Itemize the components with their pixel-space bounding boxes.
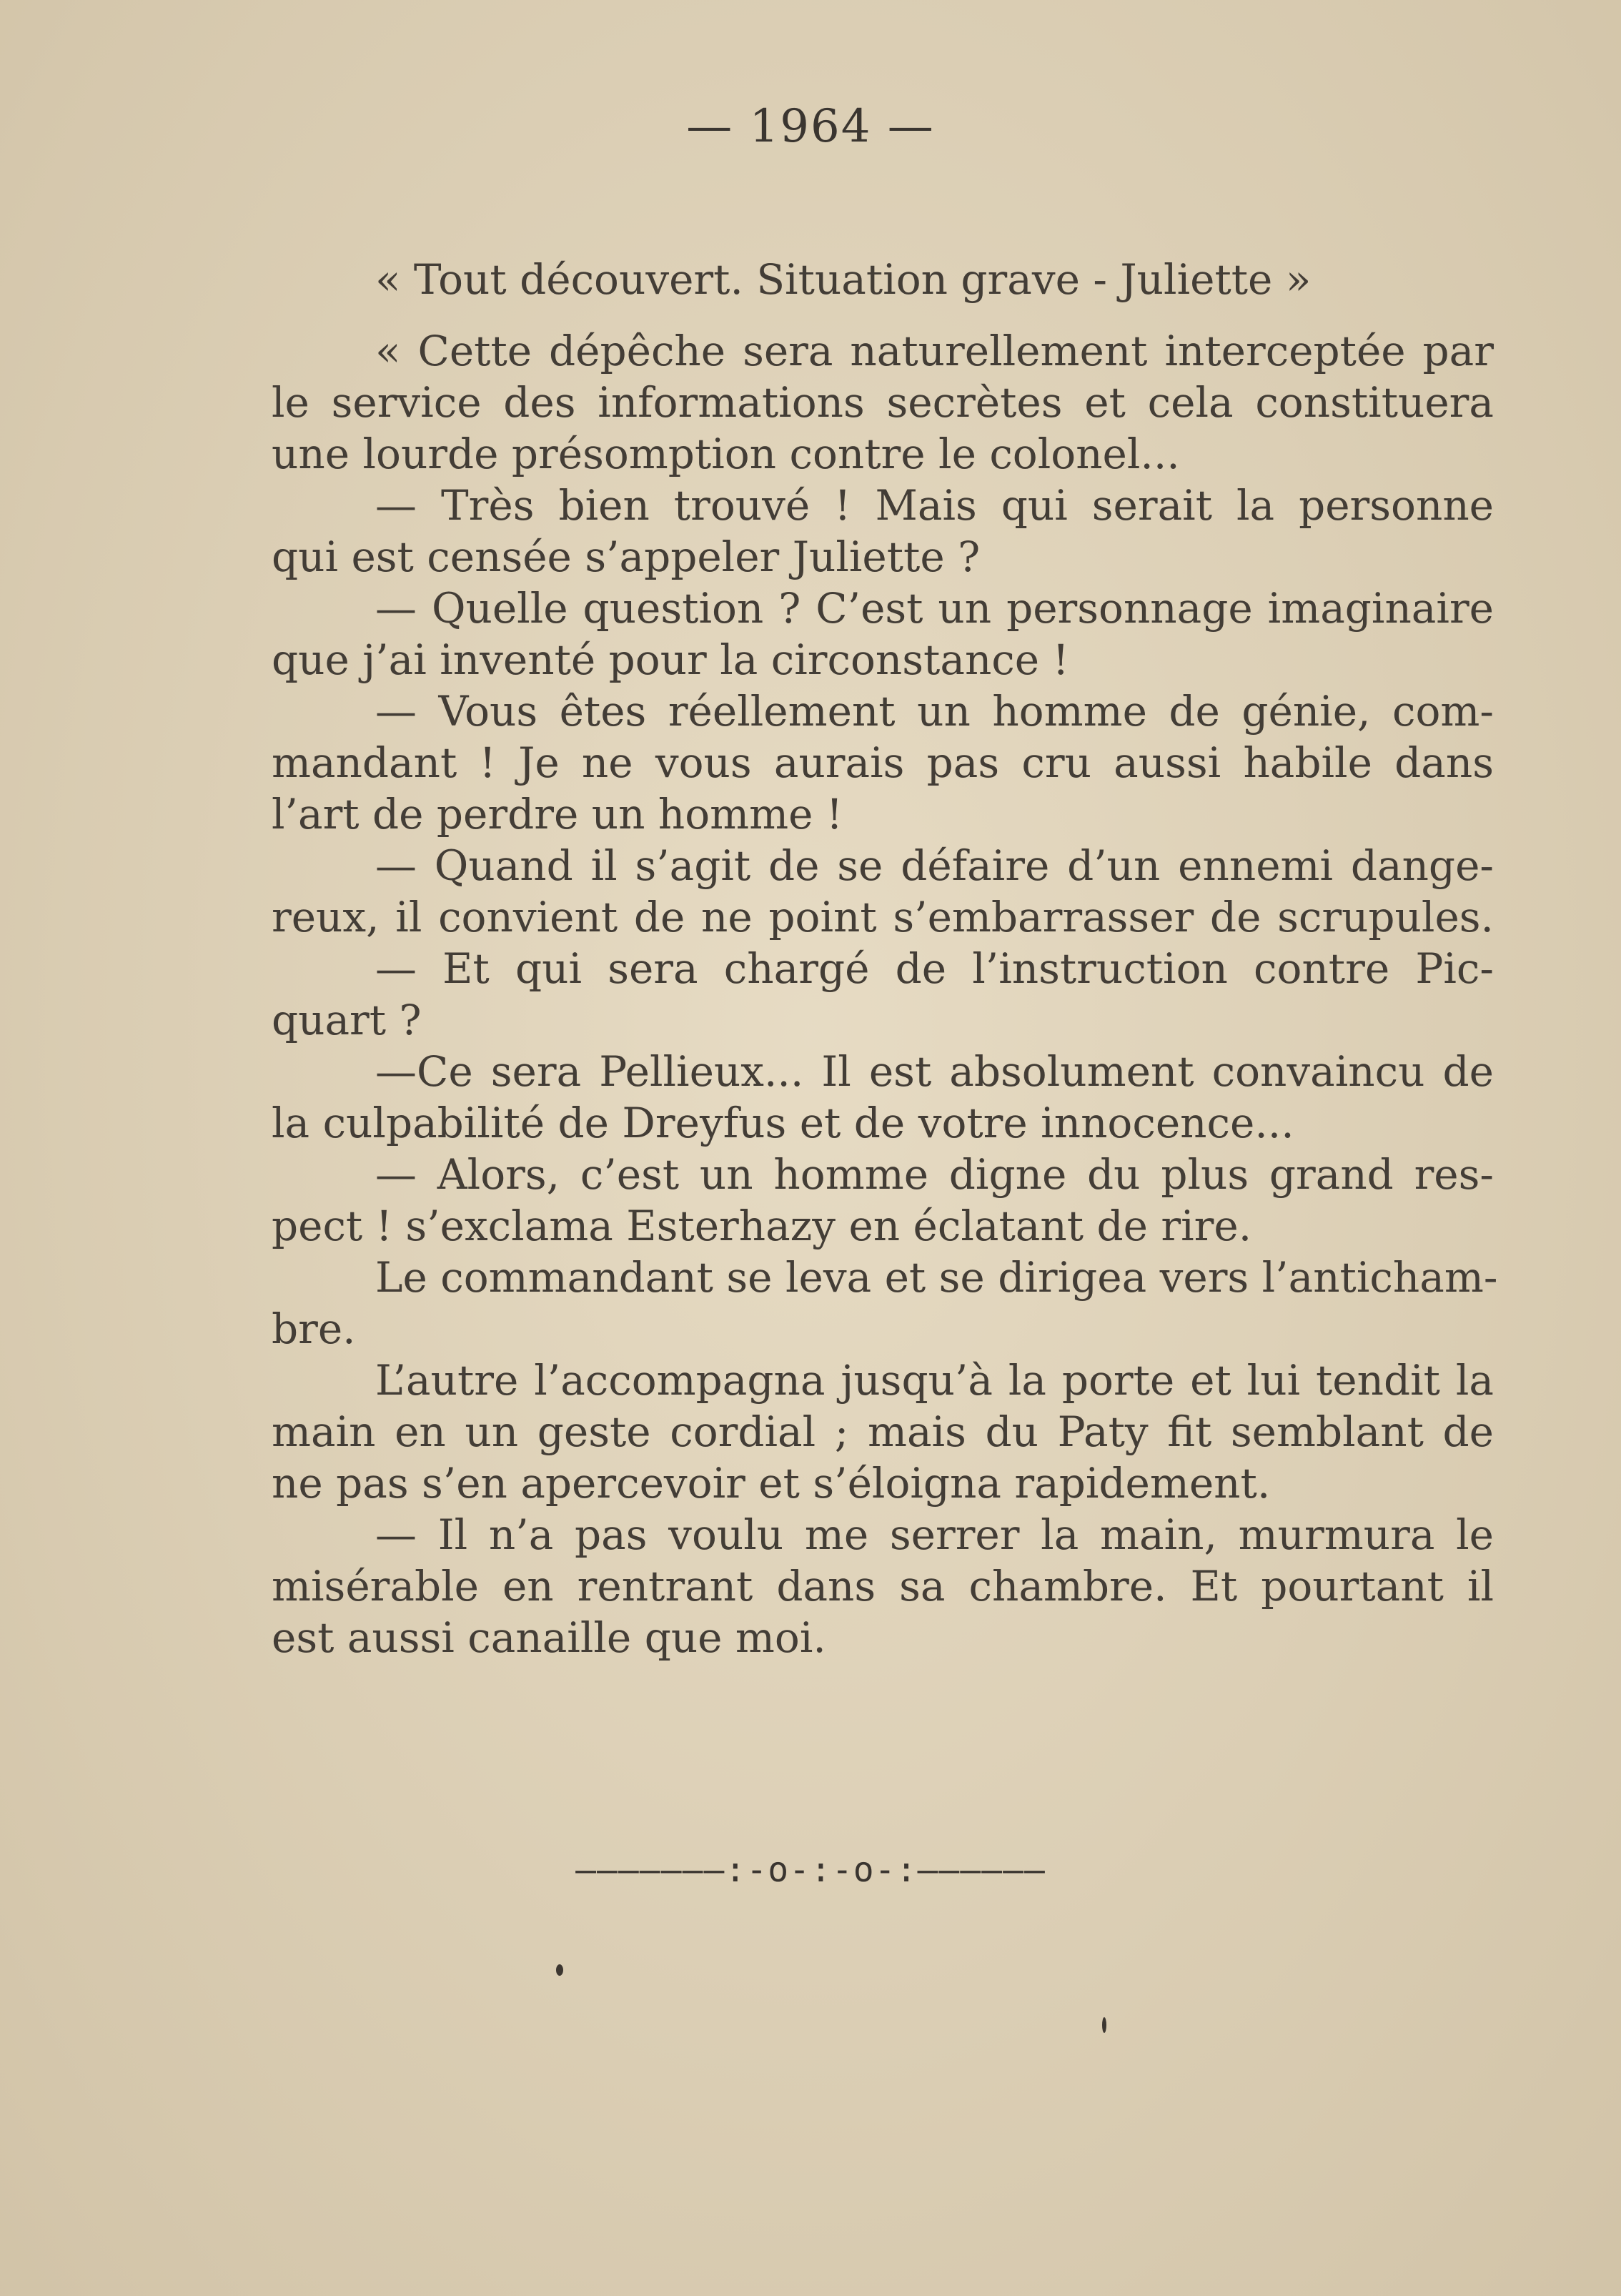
text-line: — Il n’a pas voulu me serrer la main, murmura le — [375, 1510, 1494, 1559]
text-line: une lourde présomption contre le colonel... — [272, 430, 1180, 478]
text-line: Le commandant se leva et se dirigea vers l’anticham- — [375, 1253, 1498, 1302]
text-line: —Ce sera Pellieux... Il est absolument convaincu de — [375, 1047, 1494, 1096]
text-line: pect ! s’exclama Esterhazy en éclatant de rire. — [272, 1202, 1252, 1250]
text-line: qui est censée s’appeler Juliette ? — [272, 533, 981, 581]
text-line: — Vous êtes réellement un homme de génie, com- — [375, 687, 1494, 736]
ink-speck — [1102, 2017, 1106, 2033]
text-line: reux, il convient de ne point s’embarrasser de scrupules. — [272, 893, 1494, 941]
text-line: quart ? — [272, 996, 422, 1044]
text-line: — Et qui sera chargé de l’instruction contre Pic- — [375, 944, 1494, 993]
page-number: — 1964 — — [686, 100, 935, 153]
text-line: ne pas s’en apercevoir et s’éloigna rapidement. — [272, 1459, 1271, 1508]
text-line: « Cette dépêche sera naturellement interceptée par — [375, 327, 1494, 375]
section-separator: ———————:-o-:-o-:—————— — [575, 1850, 1046, 1890]
text-line: — Quand il s’agit de se défaire d’un ennemi dange- — [375, 841, 1494, 890]
text-line: — Alors, c’est un homme digne du plus grand res- — [375, 1150, 1494, 1199]
ink-speck — [556, 1964, 563, 1976]
telegram-line: « Tout découvert. Situation grave - Juliette » — [375, 255, 1312, 304]
text-line: l’art de perdre un homme ! — [272, 790, 843, 838]
text-line: L’autre l’accompagna jusqu’à la porte et lui tendit la — [375, 1356, 1494, 1405]
text-line: la culpabilité de Dreyfus et de votre innocence... — [272, 1099, 1294, 1147]
text-line: — Quelle question ? C’est un personnage imaginaire — [375, 584, 1494, 633]
text-line: est aussi canaille que moi. — [272, 1613, 826, 1662]
text-line: le service des informations secrètes et cela constituera — [272, 378, 1494, 427]
text-line: bre. — [272, 1305, 356, 1353]
text-line: main en un geste cordial ; mais du Paty fit semblant de — [272, 1407, 1494, 1456]
text-line: — Très bien trouvé ! Mais qui serait la personne — [375, 481, 1494, 530]
text-line: misérable en rentrant dans sa chambre. Et pourtant il — [272, 1562, 1494, 1610]
text-line: que j’ai inventé pour la circonstance ! — [272, 635, 1069, 684]
body-text — [272, 254, 1498, 1663]
text-line: mandant ! Je ne vous aurais pas cru aussi habile dans — [272, 738, 1494, 787]
